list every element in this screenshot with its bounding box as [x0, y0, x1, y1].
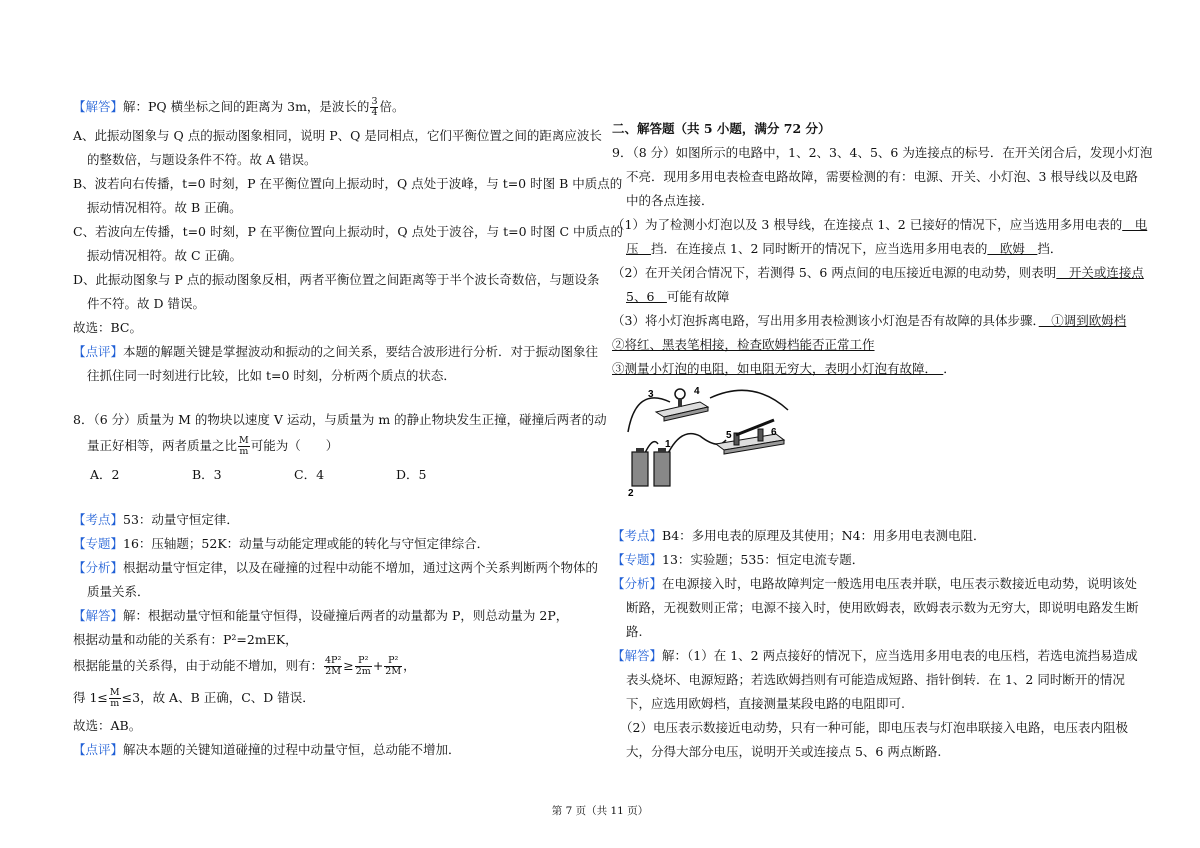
q8-option-b: B．3 [192, 467, 222, 482]
q9-fenxi-line-3: 路. [626, 624, 643, 639]
q8-stem-line-1: 8．（6 分）质量为 M 的物块以速度 V 运动，与质量为 m 的静止物块发生正撞，碰撞后两者的动 [73, 412, 607, 427]
q8-fenxi-line-2: 质量关系． [87, 584, 150, 599]
fraction-M-over-m: $\frac{M}{m}$ [239, 435, 249, 457]
q8-option-a: A．2 [90, 467, 120, 482]
q9-jieda-line-1: 【解答】解：（1）在 1、2 两点接好的情况下，应当选用多用电表的电压档，若选电流挡易造成 [612, 648, 1138, 663]
q9-jieda-line-5: 大，分得大部分电压，说明开关或连接点 5、6 两点断路. [626, 744, 942, 759]
q8-kaodian: 【考点】53：动量守恒定律． [73, 512, 239, 527]
q9-stem-line-3: 中的各点连接． [626, 193, 714, 208]
q9-jieda-line-4: （2）电压表示数接近电动势，只有一种可能，即电压表与灯泡串联接入电路，电压表内阻极 [620, 720, 1128, 735]
q8-comment: 【点评】解决本题的关键知道碰撞的过程中动量守恒，总动能不增加． [73, 742, 461, 757]
q9-fenxi-line-1: 【分析】在电源接入时，电路故障判定一般选用电压表并联，电压表示数接近电动势，说明该处 [612, 576, 1138, 591]
q8-fenxi-line-1: 【分析】根据动量守恒定律，以及在碰撞的过程中动能不增加，通过这两个关系判断两个物体的 [73, 560, 599, 575]
q9-part2-line-1: （2）在开关闭合情况下，若测得 5、6 两点间的电压接近电源的电动势，则表明 开关或连接点 [612, 265, 1144, 280]
q9-zhuanti: 【专题】13：实验题；535：恒定电流专题． [612, 552, 865, 567]
q7-option-d-line-2: 件不符。故 D 错误。 [87, 296, 205, 311]
answer-tag: 【解答】 [73, 99, 124, 114]
circuit-figure [608, 380, 798, 500]
fig-label-4: 4 [694, 386, 700, 397]
q7-comment-line-2: 往抓住同一时刻进行比较，比如 t=0 时刻，分析两个质点的状态． [87, 368, 456, 383]
q7-option-b-line-1: B、波若向右传播，t=0 时刻，P 在平衡位置向上振动时，Q 点处于波峰，与 t=0 时图 B 中质点的 [73, 176, 623, 191]
q8-option-c: C．4 [294, 467, 325, 482]
answer-blank-1: 电 [1122, 217, 1148, 232]
answer-blank-2: 欧姆 [987, 241, 1038, 256]
q7-comment-line-1: 【点评】本题的解题关键是掌握波动和振动的之间关系，要结合波形进行分析．对于振动图象往 [73, 344, 599, 359]
q7-option-c-line-2: 振动情况相符。故 C 正确。 [87, 248, 243, 263]
q9-fenxi-line-2: 断路，无视数则正常；电源不接入时，使用欧姆表，欧姆表示数为无穷大，即说明电路发生断 [626, 600, 1139, 615]
comment-tag: 【点评】 [73, 344, 124, 359]
fig-label-6: 6 [771, 427, 777, 438]
q7-option-a-line-1: A、此振动图象与 Q 点的振动图象相同，说明 P、Q 是同相点，它们平衡位置之间的距离应波长 [73, 128, 602, 143]
section-title: 二、解答题（共 5 小题，满分 72 分） [612, 121, 831, 136]
fraction-three-quarters: $\frac{3}{4}$ [371, 96, 378, 118]
q7-option-d-line-1: D、此振动图象与 P 点的振动图象反相，两者平衡位置之间距离等于半个波长奇数倍，与题设条 [73, 272, 600, 287]
q9-jieda-line-2: 表头烧坏、电源短路；若选欧姆挡则有可能造成短路、指针倒转．在 1、2 同时断开的情况 [626, 672, 1125, 687]
q9-stem-line-2: 不亮．现用多用电表检查电路故障，需要检测的有：电源、开关、小灯泡、3 根导线以及电路 [626, 169, 1138, 184]
q7-option-c-line-1: C、若波向左传播，t=0 时刻，P 在平衡位置向上振动时，Q 点处于波谷，与 t=0 时图 C 中质点的 [73, 224, 624, 239]
fig-label-5: 5 [726, 430, 732, 441]
fig-label-2: 2 [628, 488, 634, 499]
q7-answer-line-1: 【解答】解：PQ 横坐标之间的距离为 3m，是波长的 $\frac{3}{4}$ 倍。 [73, 96, 405, 118]
q7-option-a-line-2: 的整数倍，与题设条件不符。故 A 错误。 [87, 152, 317, 167]
q9-jieda-line-3: 下，应选用欧姆档，直接测量某段电路的电阻即可. [626, 696, 905, 711]
q8-stem-line-2: 量正好相等，两者质量之比 $\frac{M}{m}$ 可能为（ ） [87, 435, 339, 457]
q8-option-d: D．5 [396, 467, 427, 482]
q9-part2-line-2: 5、6 可能有故障 [626, 289, 730, 304]
q9-part3-line-2: ②将红、黑表笔相接，检查欧姆档能否正常工作 [612, 337, 875, 352]
q8-jieda-line-2: 根据动量和动能的关系有：P²=2mEK， [73, 632, 298, 647]
fig-label-1: 1 [665, 439, 671, 450]
page-footer: 第 7 页（共 11 页） [551, 805, 649, 817]
q9-part3-line-1: （3）将小灯泡拆离电路，写出用多用表检测该小灯泡是否有故障的具体步骤． ①调到欧姆档 [612, 313, 1127, 328]
q9-stem-line-1: 9．（8 分）如图所示的电路中，1、2、3、4、5、6 为连接点的标号．在开关闭合后，发现小灯泡 [612, 145, 1153, 160]
q7-option-b-line-2: 振动情况相符。故 B 正确。 [87, 200, 242, 215]
q9-part1-line-1: （1）为了检测小灯泡以及 3 根导线，在连接点 1、2 已接好的情况下，应当选用多用电表的 电 [612, 217, 1148, 232]
q8-jieda-line-3: 根据能量的关系得，由于动能不增加，则有： $\frac{\text{4P²}}{2M}$ ≥ $\frac{\text{P²}}{2m}$ + $\frac{\text{P²}}{2M}$ ， [73, 655, 416, 677]
q9-part1-line-2: 压 挡．在连接点 1、2 同时断开的情况下，应当选用多用电表的 欧姆 挡． [626, 241, 1063, 256]
q8-choice: 故选：AB。 [73, 718, 142, 733]
answer-blank-4: ①调到欧姆档 [1038, 313, 1127, 328]
answer-blank-3: 开关或连接点 [1056, 265, 1144, 280]
q9-kaodian: 【考点】B4：多用电表的原理及其使用；N4：用多用电表测电阻． [612, 528, 986, 543]
q8-jieda-line-4: 得 1≤ $\frac{M}{m}$ ≤3，故 A、B 正确，C、D 错误． [73, 687, 315, 709]
q7-choice: 故选：BC。 [73, 320, 142, 335]
q9-part3-line-3: ③测量小灯泡的电阻，如电阻无穷大，表明小灯泡有故障． ． [612, 361, 956, 376]
fig-label-3: 3 [648, 389, 654, 400]
q8-jieda-line-1: 【解答】解：根据动量守恒和能量守恒得，设碰撞后两者的动量都为 P，则总动量为 2P， [73, 608, 569, 623]
q8-zhuanti: 【专题】16：压轴题；52K：动量与动能定理或能的转化与守恒定律综合． [73, 536, 490, 551]
